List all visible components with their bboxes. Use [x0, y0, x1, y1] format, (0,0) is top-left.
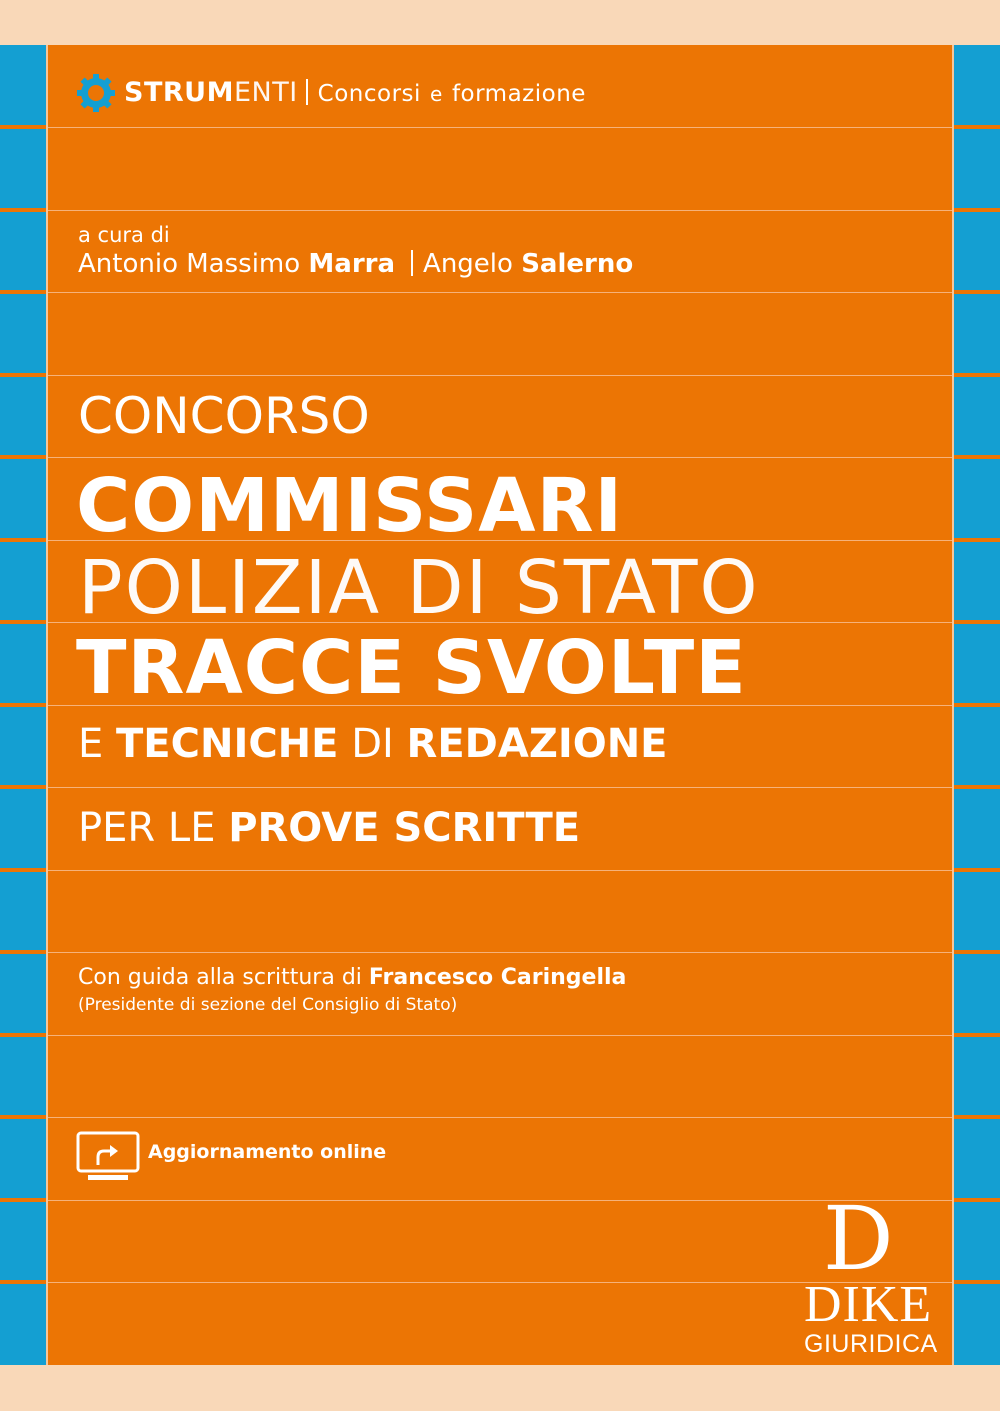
title-line-5-c: DI [351, 721, 394, 767]
spine-tick [954, 620, 1000, 624]
title-line-5-b: TECNICHE [116, 721, 339, 767]
spine-tick [954, 1280, 1000, 1284]
ruled-line [48, 457, 952, 458]
gear-icon [76, 73, 116, 113]
spine-tick [0, 950, 46, 954]
spine-tick [0, 868, 46, 872]
ruled-line [48, 1117, 952, 1118]
guide-author-role: (Presidente di sezione del Consiglio di Stato) [78, 995, 458, 1015]
spine-tick [954, 1115, 1000, 1119]
spine-tick [954, 290, 1000, 294]
series-name-bold: STRUM [124, 77, 234, 108]
spine-tick [954, 785, 1000, 789]
series-subtitle-a: Concorsi [317, 81, 421, 107]
ruled-line [48, 870, 952, 871]
spine-tick [0, 290, 46, 294]
ruled-line [48, 1035, 952, 1036]
spine-tick [954, 1198, 1000, 1202]
spine-tick [0, 785, 46, 789]
title-line-5-a: E [78, 721, 104, 767]
title-line-5-d: REDAZIONE [406, 721, 668, 767]
publisher-subname: GIURIDICA [804, 1330, 938, 1358]
editors-line [78, 249, 633, 279]
title-line-6-a: PER LE [78, 805, 216, 851]
book-cover [0, 45, 1000, 1365]
spine-tick [954, 208, 1000, 212]
spine-tick [954, 538, 1000, 542]
left-spine-stripe [0, 45, 48, 1365]
spine-tick [954, 703, 1000, 707]
spine-tick [954, 373, 1000, 377]
spine-tick [0, 1280, 46, 1284]
ruled-line [48, 210, 952, 211]
spine-tick [0, 538, 46, 542]
spine-tick [0, 1198, 46, 1202]
spine-tick [0, 1033, 46, 1037]
guide-line [78, 965, 626, 990]
spine-tick [954, 455, 1000, 459]
series-subtitle-c: formazione [451, 81, 586, 107]
spine-tick [0, 703, 46, 707]
online-update-label: Aggiornamento online [148, 1141, 387, 1163]
series-divider [306, 79, 308, 105]
ruled-line [48, 952, 952, 953]
spine-tick [0, 620, 46, 624]
author2-last-name: Salerno [521, 249, 634, 279]
publisher-monogram: D [823, 1187, 894, 1290]
title-line-6-b: PROVE SCRITTE [228, 805, 581, 851]
guide-author: Francesco Caringella [368, 965, 627, 990]
title-line-6 [78, 805, 580, 851]
editors-intro: a cura di [78, 223, 170, 247]
ruled-line [48, 375, 952, 376]
title-line-4: TRACCE SVOLTE [76, 625, 747, 711]
spine-tick [954, 125, 1000, 129]
series-header [124, 77, 586, 108]
author1-first-name: Antonio Massimo [78, 249, 301, 279]
spine-tick [0, 373, 46, 377]
title-line-2: COMMISSARI [76, 463, 624, 549]
series-name-light: ENTI [233, 77, 298, 108]
spine-tick [954, 1033, 1000, 1037]
monitor-update-icon [76, 1131, 140, 1183]
right-spine-stripe [952, 45, 1000, 1365]
spine-tick [0, 1115, 46, 1119]
author1-last-name: Marra [308, 249, 396, 279]
series-subtitle-b: e [430, 82, 443, 106]
ruled-line [48, 1200, 952, 1201]
ruled-line [48, 787, 952, 788]
spine-tick [0, 455, 46, 459]
spine-tick [0, 208, 46, 212]
title-line-1: CONCORSO [78, 387, 370, 445]
ruled-line [48, 292, 952, 293]
publisher-name: DIKE [804, 1276, 933, 1333]
ruled-line [48, 127, 952, 128]
title-line-5 [78, 721, 668, 767]
authors-divider [411, 250, 413, 276]
author2-first-name: Angelo [423, 249, 513, 279]
spine-tick [0, 125, 46, 129]
guide-text: Con guida alla scrittura di [78, 965, 362, 990]
spine-tick [954, 868, 1000, 872]
spine-tick [954, 950, 1000, 954]
title-line-3: POLIZIA DI STATO [78, 545, 760, 631]
